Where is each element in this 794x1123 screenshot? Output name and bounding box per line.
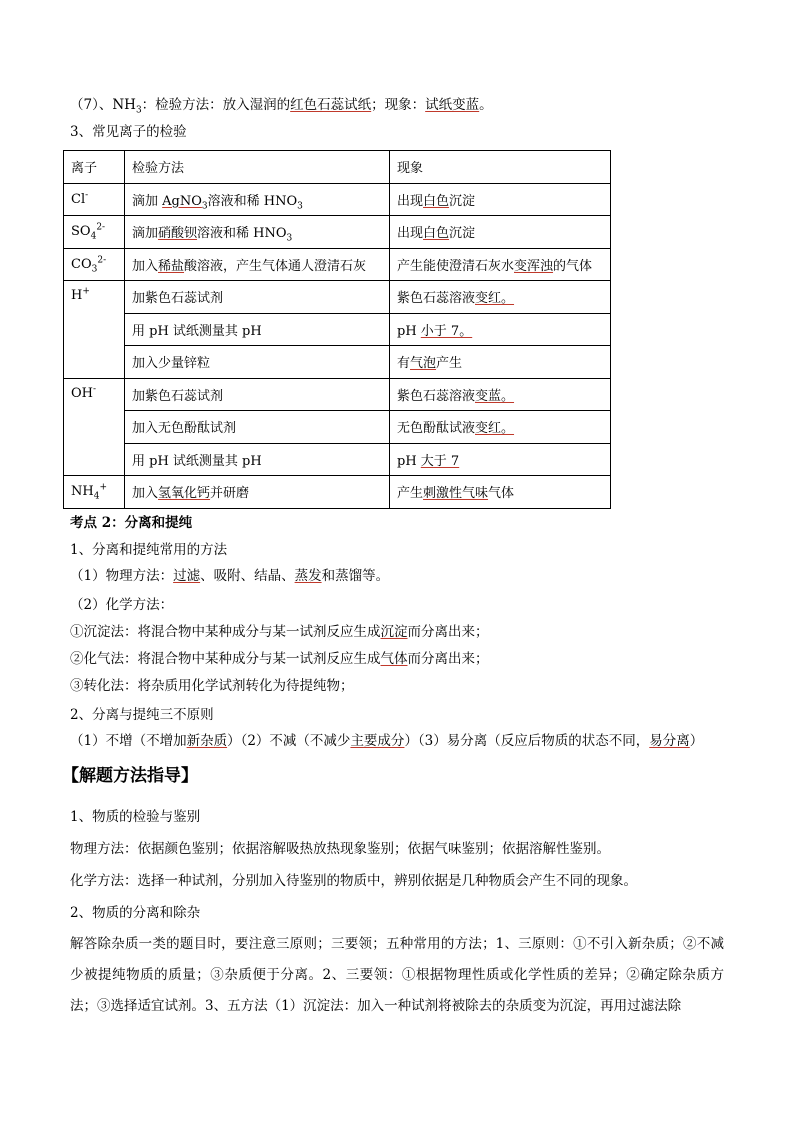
phenomenon-cell: 有气泡产生 [390, 346, 611, 379]
phenomenon-cell: pH 大于 7 [390, 443, 611, 476]
impurity-removal-paragraph: 解答除杂质一类的题目时，要注意三原则；三要领；五种常用的方法；1、三原则：①不引入新杂质；②不减少被提纯物质的质量；③杂质便于分离。2、三要领：①根据物理性质或化学性质的差异；②确定除杂质方法；③选择适宜试剂。3、五方法（1）沉淀法：加入一种试剂将被除去的杂质变为沉淀，再用过滤法除 [70, 936, 724, 1014]
table-row-oh-1 [64, 378, 611, 411]
ion-cell: $CO_3^{2-}$ [64, 248, 125, 281]
key-term: 试纸变蓝 [425, 97, 480, 113]
method-cell: 用 pH 试纸测量其 pH [125, 313, 390, 346]
three-no-principles-line: （1）不增（不增加新杂质）（2）不减（不减少主要成分）（3）易分离（反应后物质的状态不同，易分离） [70, 733, 704, 749]
text: 。 [479, 97, 493, 113]
table-row-oh-2 [64, 411, 611, 444]
table-header-row [64, 151, 611, 184]
table-row-h-1 [64, 281, 611, 314]
method-cell: 用 pH 试纸测量其 pH [125, 443, 390, 476]
method-cell: 滴加硝酸钡溶液和稀 $HNO_3$ [125, 216, 390, 249]
conversion-method-line: ③转化法：将杂质用化学试剂转化为待提纯物； [70, 678, 354, 694]
method-cell: 加入少量锌粒 [125, 346, 390, 379]
ion-test-table [63, 150, 611, 509]
kaodian-2-title: 考点 2：分离和提纯 [70, 515, 193, 531]
identification-chemical: 化学方法：选择一种试剂，分别加入待鉴别的物质中，辨别依据是几种物质会产生不同的现象。 [70, 873, 637, 889]
method-cell: 滴加 AgNO$_3$溶液和稀 $HNO_3$ [125, 183, 390, 216]
table-row-h-3 [64, 346, 611, 379]
key-term: 红色石蕊试纸 [290, 97, 372, 113]
table-row-h-2 [64, 313, 611, 346]
section-title-ions: 3、常见离子的检验 [70, 124, 187, 140]
table-row-co3 [64, 248, 611, 281]
identification-title: 1、物质的检验与鉴别 [70, 809, 201, 825]
header-phenomenon: 现象 [390, 151, 611, 184]
phenomenon-cell: 紫色石蕊溶液变红。 [390, 281, 611, 314]
header-method: 检验方法 [125, 151, 390, 184]
phenomenon-cell: pH 小于 7。 [390, 313, 611, 346]
method-cell: 加入稀盐酸溶液，产生气体通人澄清石灰 [125, 248, 390, 281]
method-cell: 加紫色石蕊试剂 [125, 378, 390, 411]
separation-impurity-title: 2、物质的分离和除杂 [70, 905, 201, 921]
phenomenon-cell: 产生能使澄清石灰水变浑浊的气体 [390, 248, 611, 281]
phenomenon-cell: 产生刺激性气味气体 [390, 476, 611, 509]
text: （7）、NH [70, 97, 136, 113]
separation-methods-title: 1、分离和提纯常用的方法 [70, 542, 228, 558]
header-ion: 离子 [64, 151, 125, 184]
method-cell: 加入无色酚酞试剂 [125, 411, 390, 444]
ion-cell: H+ [64, 281, 125, 379]
ion-cell: $SO_4^{2-}$ [64, 216, 125, 249]
method-cell: 加入氢氧化钙并研磨 [125, 476, 390, 509]
text: ；现象： [371, 97, 426, 113]
gasification-method-line: ②化气法：将混合物中某种成分与某一试剂反应生成气体而分离出来； [70, 651, 489, 667]
precipitation-method-line: ①沉淀法：将混合物中某种成分与某一试剂反应生成沉淀而分离出来； [70, 624, 489, 640]
table-row-oh-3 [64, 443, 611, 476]
method-guide-heading: 【解题方法指导】 [62, 766, 198, 786]
table-row-nh4 [64, 476, 611, 509]
method-cell: 加紫色石蕊试剂 [125, 281, 390, 314]
subscript: 3 [135, 105, 142, 116]
text: ：检验方法：放入湿润的 [141, 97, 291, 113]
ion-cell: Cl- [64, 183, 125, 216]
nh3-test-line [70, 96, 493, 114]
ion-cell: OH- [64, 378, 125, 476]
identification-physical: 物理方法：依据颜色鉴别；依据溶解吸热放热现象鉴别；依据气味鉴别；依据溶解性鉴别。 [70, 841, 610, 857]
phenomenon-cell: 出现白色沉淀 [390, 216, 611, 249]
phenomenon-cell: 紫色石蕊溶液变蓝。 [390, 378, 611, 411]
phenomenon-cell: 出现白色沉淀 [390, 183, 611, 216]
ion-cell: $NH_4^+$ [64, 476, 125, 509]
phenomenon-cell: 无色酚酞试液变红。 [390, 411, 611, 444]
table-row-so4 [64, 216, 611, 249]
three-no-principles-title: 2、分离与提纯三不原则 [70, 707, 214, 723]
physical-methods-line: （1）物理方法：过滤、吸附、结晶、蒸发和蒸馏等。 [70, 568, 390, 584]
chemical-methods-title: （2）化学方法： [70, 597, 174, 613]
table-row-cl [64, 183, 611, 216]
